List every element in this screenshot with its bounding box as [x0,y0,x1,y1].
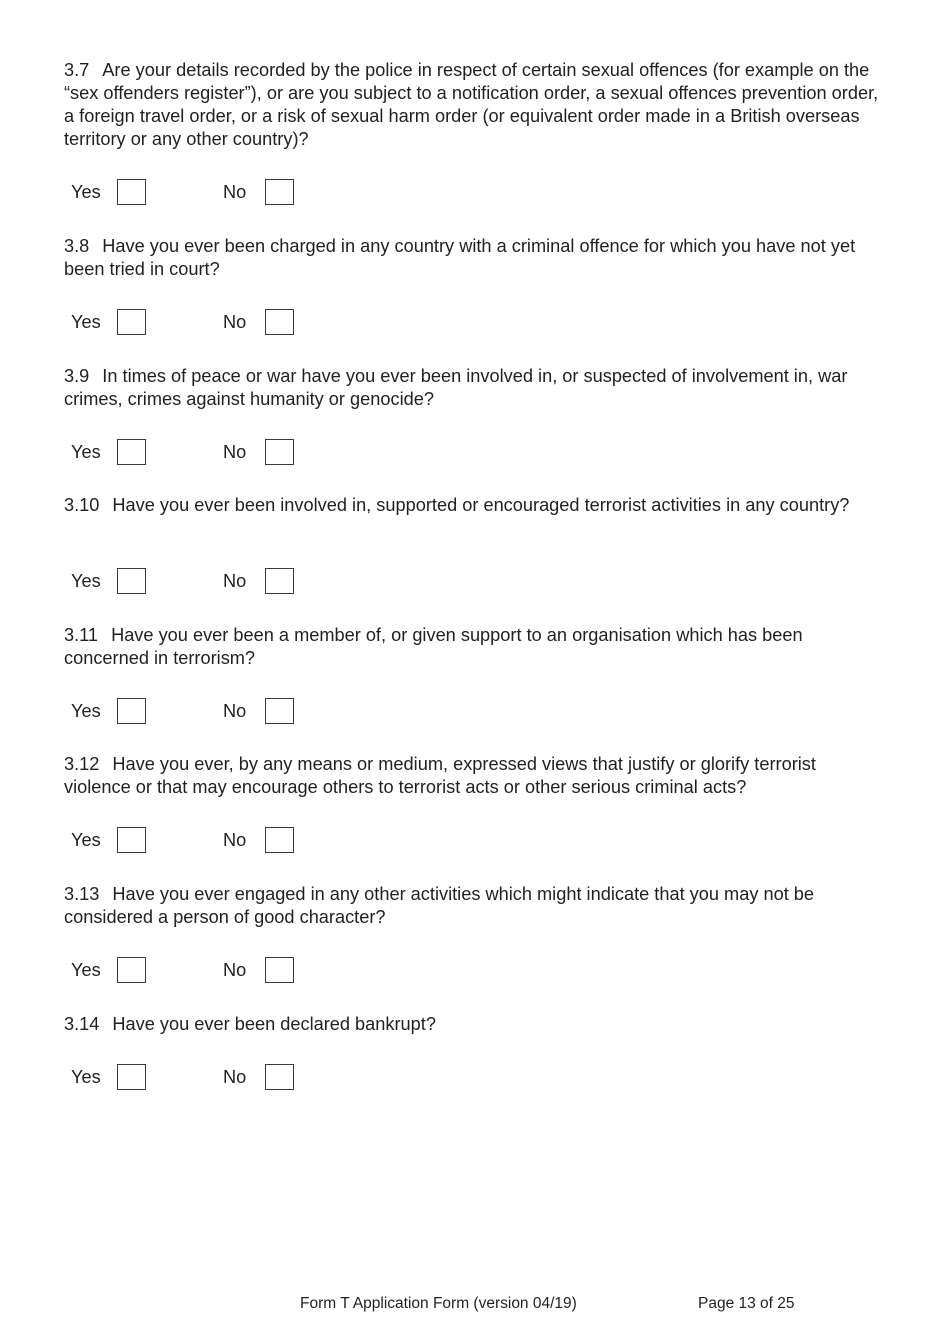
no-label: No [223,312,247,332]
no-checkbox-3-13[interactable] [265,957,294,983]
question-number: 3.10 [64,495,100,515]
question-3-10-text [64,494,884,517]
yes-label: Yes [71,442,101,462]
question-number: 3.9 [64,366,90,386]
yes-label: Yes [71,701,101,721]
question-text: Have you ever been involved in, supported or encouraged terrorist activities in any country? [112,495,850,515]
yes-checkbox-3-11[interactable] [117,698,146,724]
question-text: Have you ever, by any means or medium, expressed views that justify or glorify terrorist violence or that may encourage others to terrorist acts or other serious criminal acts? [64,754,816,797]
answer-row-3-14 [71,1064,311,1092]
question-number: 3.12 [64,754,100,774]
yes-checkbox-3-13[interactable] [117,957,146,983]
question-text: In times of peace or war have you ever been involved in, or suspected of involvement in, war crimes, crimes against humanity or genocide? [64,366,848,409]
no-label: No [223,182,247,202]
no-checkbox-3-14[interactable] [265,1064,294,1090]
question-3-8-text [64,235,884,281]
no-checkbox-3-11[interactable] [265,698,294,724]
footer-form-name: Form T Application Form (version 04/19) [300,1295,577,1312]
question-number: 3.7 [64,60,90,80]
yes-checkbox-3-8[interactable] [117,309,146,335]
answer-row-3-13 [71,957,311,985]
question-3-14-text [64,1013,884,1036]
no-checkbox-3-8[interactable] [265,309,294,335]
question-3-13-text [64,883,884,929]
yes-checkbox-3-12[interactable] [117,827,146,853]
answer-row-3-8 [71,309,311,337]
yes-label: Yes [71,182,101,202]
question-3-12-text [64,753,884,799]
yes-checkbox-3-7[interactable] [117,179,146,205]
answer-row-3-10 [71,568,311,596]
question-3-9-text [64,365,884,411]
yes-checkbox-3-14[interactable] [117,1064,146,1090]
question-text: Have you ever been charged in any country with a criminal offence for which you have not yet been tried in court? [64,236,856,279]
yes-checkbox-3-9[interactable] [117,439,146,465]
question-number: 3.8 [64,236,90,256]
question-text: Have you ever been declared bankrupt? [112,1014,436,1034]
answer-row-3-7 [71,179,311,207]
no-label: No [223,701,247,721]
question-number: 3.11 [64,625,99,645]
question-text: Have you ever engaged in any other activities which might indicate that you may not be considered a person of good character? [64,884,815,927]
question-text: Have you ever been a member of, or given support to an organisation which has been concerned in terrorism? [64,625,803,668]
no-checkbox-3-12[interactable] [265,827,294,853]
yes-label: Yes [71,960,101,980]
answer-row-3-9 [71,439,311,467]
yes-label: Yes [71,1067,101,1087]
no-label: No [223,1067,247,1087]
no-checkbox-3-10[interactable] [265,568,294,594]
footer-page-number: Page 13 of 25 [698,1295,795,1312]
answer-row-3-12 [71,827,311,855]
yes-label: Yes [71,830,101,850]
no-checkbox-3-9[interactable] [265,439,294,465]
question-number: 3.13 [64,884,100,904]
no-checkbox-3-7[interactable] [265,179,294,205]
answer-row-3-11 [71,698,311,726]
question-3-7-text [64,59,884,151]
yes-label: Yes [71,312,101,332]
no-label: No [223,830,247,850]
question-3-11-text [64,624,884,670]
yes-label: Yes [71,571,101,591]
question-number: 3.14 [64,1014,100,1034]
no-label: No [223,571,247,591]
question-text: Are your details recorded by the police in respect of certain sexual offences (for example on the “sex offenders register”), or are you subject to a notification order, a sexual offences prevention order, a foreign travel order, or a risk of sexual harm order (or equivalent order made in a British overseas territory or any other country)? [64,60,879,149]
yes-checkbox-3-10[interactable] [117,568,146,594]
no-label: No [223,960,247,980]
no-label: No [223,442,247,462]
